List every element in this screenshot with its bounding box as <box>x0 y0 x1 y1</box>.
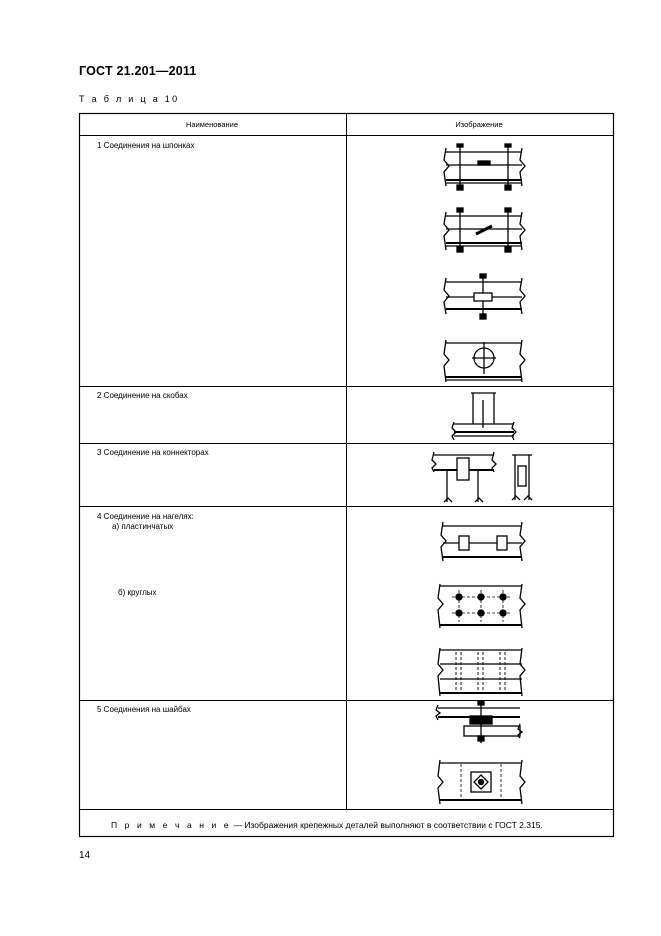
round-dowel-figure-a <box>438 584 525 628</box>
key-joint-figure-c <box>444 274 525 319</box>
table-note <box>111 820 543 830</box>
row-label-1: 1 Соединения на шпонках <box>97 141 195 150</box>
page-number: 14 <box>79 850 91 861</box>
key-joint-figure-a <box>444 144 525 190</box>
staple-figure <box>452 393 516 440</box>
plate-dowel-figure <box>441 522 525 561</box>
column-header-image: Изображение <box>455 120 503 129</box>
row-label-2: 2 Соединение на скобах <box>97 391 188 400</box>
key-joint-figure-b <box>444 208 525 252</box>
row-label-5: 5 Соединения на шайбах <box>97 705 191 714</box>
connector-figure-b <box>512 455 532 500</box>
washer-figure-a <box>436 701 522 743</box>
row-label-4b: б) круглых <box>118 588 157 597</box>
row-label-3: 3 Соединение на коннекторах <box>97 448 209 457</box>
round-dowel-figure-b <box>438 648 525 696</box>
row-label-4a: а) пластинчатых <box>112 522 174 531</box>
table-caption: Т а б л и ц а 10 <box>79 94 180 104</box>
column-header-name: Наименование <box>186 120 238 129</box>
document-header: ГОСТ 21.201—2011 <box>79 64 197 78</box>
washer-figure-b <box>438 760 525 804</box>
note-prefix: П р и м е ч а н и е <box>111 820 232 830</box>
connector-figure-a <box>432 452 496 502</box>
note-text: — Изображения крепежных деталей выполняют в соответствии с ГОСТ 2.315. <box>231 820 543 830</box>
row-label-4: 4 Соединение на нагелях: <box>97 512 194 521</box>
key-joint-figure-d <box>444 340 525 382</box>
